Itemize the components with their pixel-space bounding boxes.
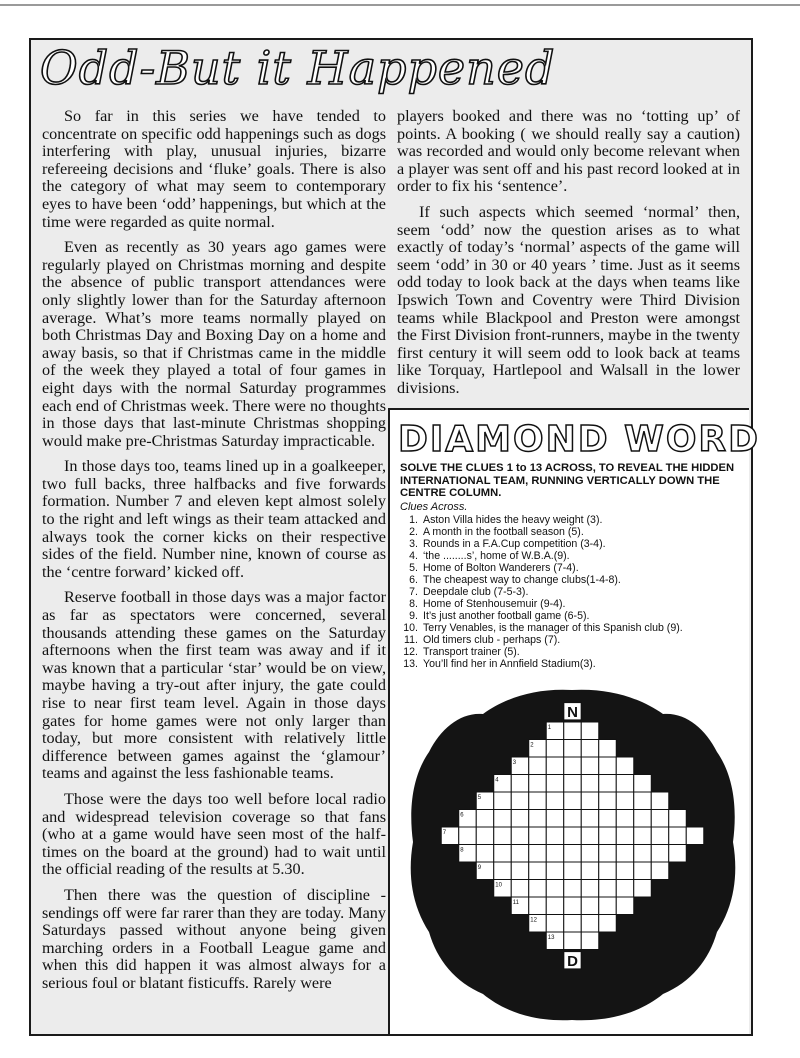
clue-item (400, 598, 740, 610)
clue-item (400, 526, 740, 538)
grid-cell[interactable] (546, 845, 564, 863)
puzzle-instructions: SOLVE THE CLUES 1 to 13 ACROSS, TO REVEAL THE HIDDEN INTERNATIONAL TEAM, RUNNING VERTICALLY DOWN THE CENTRE COLUMN. (400, 462, 735, 500)
grid-cell[interactable] (581, 827, 599, 845)
grid-cell[interactable] (511, 792, 529, 810)
grid-cell[interactable] (599, 827, 617, 845)
grid-cell[interactable] (651, 792, 669, 810)
grid-cell[interactable] (634, 845, 652, 863)
grid-cell[interactable] (546, 827, 564, 845)
clue-number: 10. (403, 622, 418, 634)
grid-row-number: 4 (495, 777, 499, 784)
clue-number: 3. (409, 538, 418, 550)
grid-cell[interactable] (616, 880, 634, 898)
grid-cell[interactable] (511, 880, 529, 898)
grid-cell[interactable] (546, 740, 564, 758)
grid-cell[interactable] (581, 880, 599, 898)
grid-cell[interactable] (669, 810, 687, 828)
grid-cell[interactable] (616, 845, 634, 863)
clue-item (400, 610, 740, 622)
grid-cell[interactable] (511, 775, 529, 793)
grid-cell[interactable] (634, 775, 652, 793)
clue-number: 1. (409, 514, 418, 526)
clue-item (400, 562, 740, 574)
grid-cell[interactable] (616, 792, 634, 810)
clue-text: You’ll find her in Annfield Stadium(3). (423, 658, 596, 670)
grid-cell[interactable] (529, 775, 547, 793)
grid-cell[interactable] (651, 845, 669, 863)
article-paragraph: players booked and there was no ‘totting up’ of points. A booking ( we should really say a caution) was recorded and would only become relevant when a player was sent off and his past record looked at in order to fix his ‘sentence’. (397, 107, 740, 196)
grid-cell[interactable] (511, 845, 529, 863)
grid-cell[interactable] (616, 757, 634, 775)
grid-cell[interactable] (564, 897, 582, 915)
page-top-rule (0, 4, 800, 6)
grid-cell[interactable] (581, 915, 599, 933)
grid-cell[interactable] (651, 862, 669, 880)
grid-row-number: 7 (442, 830, 447, 836)
grid-cell[interactable] (651, 810, 669, 828)
grid-cell[interactable] (599, 810, 617, 828)
grid-cell[interactable] (546, 757, 564, 775)
grid-cell[interactable] (599, 845, 617, 863)
grid-cell[interactable] (616, 775, 634, 793)
grid-row-number: 3 (512, 760, 517, 766)
grid-cell[interactable] (529, 845, 547, 863)
article-paragraph: If such aspects which seemed ‘normal’ then, seem ‘odd’ now the question arises as to what exactly of today’s ‘normal’ aspects of the game will seem ‘odd’ in 30 or 40 years ’ time. Just as it seems odd today to look back at the days when teams like Ipswich Town and Coventry were Third Division teams while Blackpool and Preston were amongst the First Division front-runners, maybe in the twenty first century it will seem odd to look back at teams like Torquay, Hartlepool and Walsall in the lower divisions. (397, 202, 740, 397)
clue-number: 2. (409, 526, 418, 538)
grid-cell[interactable] (476, 827, 494, 845)
grid-cell[interactable] (529, 792, 547, 810)
grid-cell[interactable] (546, 915, 564, 933)
article-paragraph: Then there was the question of discipline - sendings off were far rarer than they are today. Many Saturdays passed without anyone being given marching orders in a Football League game and when this did happen it was almost always for a serious foul or blatant fisticuffs. Rarely were (42, 885, 386, 992)
clue-item (400, 538, 740, 550)
clue-item (400, 634, 740, 646)
grid-cell[interactable] (529, 880, 547, 898)
clue-number: 11. (404, 634, 418, 646)
article-right-column (397, 108, 740, 431)
clue-text: It’s just another football game (6-5). (423, 610, 590, 622)
grid-cell[interactable] (616, 810, 634, 828)
clue-number: 5. (409, 562, 418, 574)
grid-cell[interactable] (581, 792, 599, 810)
grid-row-number: 6 (460, 812, 464, 819)
article-left-column (42, 108, 386, 1001)
grid-cell[interactable] (581, 775, 599, 793)
grid-cell[interactable] (476, 845, 494, 863)
article-title: Odd-But it Happened (40, 41, 556, 95)
grid-cell[interactable] (669, 827, 687, 845)
grid-row-number: 1 (547, 725, 552, 731)
clue-text: Rounds in a F.A.Cup competition (3-4). (423, 538, 606, 550)
grid-cell[interactable] (546, 880, 564, 898)
grid-cell[interactable] (494, 827, 512, 845)
grid-cell[interactable] (494, 792, 512, 810)
clue-text: Home of Stenhousemuir (9-4). (423, 598, 566, 610)
grid-cell[interactable] (476, 810, 494, 828)
grid-row-number: 2 (530, 742, 534, 749)
clue-number: 4. (409, 550, 418, 562)
clue-text: Deepdale club (7-5-3). (423, 586, 529, 598)
clue-number: 9. (409, 610, 418, 622)
grid-cell[interactable] (459, 827, 477, 845)
grid-cell[interactable] (616, 862, 634, 880)
grid-cell[interactable] (564, 862, 582, 880)
clue-text: Aston Villa hides the heavy weight (3). (423, 514, 603, 526)
grid-cell[interactable] (511, 827, 529, 845)
grid-cell[interactable] (546, 862, 564, 880)
grid-cell[interactable] (564, 775, 582, 793)
grid-cell[interactable] (529, 862, 547, 880)
grid-cell[interactable] (581, 757, 599, 775)
grid-cell[interactable] (581, 810, 599, 828)
grid-cell[interactable] (564, 827, 582, 845)
clue-item (400, 514, 740, 526)
grid-cell[interactable] (616, 827, 634, 845)
grid-cell[interactable] (634, 880, 652, 898)
clue-text: ‘the ........s’, home of W.B.A.(9). (423, 550, 570, 562)
clue-text: A month in the football season (5). (423, 526, 584, 538)
grid-cell[interactable] (564, 915, 582, 933)
grid-row-number: 5 (477, 795, 482, 801)
clue-number: 8. (409, 598, 418, 610)
grid-cell[interactable] (564, 810, 582, 828)
grid-cell[interactable] (511, 862, 529, 880)
grid-cell[interactable] (599, 757, 617, 775)
grid-cell[interactable] (616, 897, 634, 915)
grid-cell[interactable] (564, 845, 582, 863)
grid-cell[interactable] (494, 862, 512, 880)
clue-item (400, 658, 740, 670)
grid-cell[interactable] (529, 757, 547, 775)
grid-cell[interactable] (581, 932, 599, 950)
clue-item (400, 646, 740, 658)
clue-item (400, 550, 740, 562)
grid-cell[interactable] (494, 810, 512, 828)
article-paragraph: Even as recently as 30 years ago games were regularly played on Christmas morning and despite the absence of public transport attendances were only slightly lower than for the Saturday afternoon average. What’s more teams normally played on both Christmas Day and Boxing Day on a home and away basis, so that if Christmas came in the middle of the week they played a total of four games in eight days with the normal Saturday programmes each end of Christmas week. There were no thoughts in those days that last-minute Christmas shopping would make pre-Christmas Saturday impracticable. (42, 238, 386, 450)
grid-cell[interactable] (634, 810, 652, 828)
grid-cell[interactable] (564, 757, 582, 775)
puzzle-title: DIAMOND WORD (398, 419, 761, 460)
grid-cell[interactable] (599, 775, 617, 793)
article-paragraph: In those days too, teams lined up in a goalkeeper, two full backs, three halfbacks and five forwards formation. Number 7 and eleven kept almost solely to the right and left wings as their team attacked and always took the corner kicks on their respective sides of the field. Number nine, known of course as the ‘centre forward’ kicked off. (42, 457, 386, 581)
grid-cell[interactable] (581, 722, 599, 740)
diamond-grid-football (405, 682, 740, 1027)
grid-cell[interactable] (669, 845, 687, 863)
grid-cell[interactable] (511, 810, 529, 828)
grid-cell[interactable] (529, 810, 547, 828)
article-paragraph: Those were the days too well before local radio and widespread television coverage so that fans (who at a game would have seen most of the half-times on the board at the ground) had to wait until the official reading of the results at 5.30. (42, 789, 386, 879)
grid-cell[interactable] (546, 810, 564, 828)
clue-item (400, 622, 740, 634)
grid-cell[interactable] (546, 897, 564, 915)
clue-number: 7. (409, 586, 418, 598)
grid-cell[interactable] (599, 915, 617, 933)
grid-row-number: 9 (477, 865, 482, 871)
grid-cell[interactable] (564, 880, 582, 898)
grid-cell[interactable] (686, 827, 704, 845)
grid-cell[interactable] (564, 932, 582, 950)
grid-cell[interactable] (564, 722, 582, 740)
clue-text: Transport trainer (5). (423, 646, 520, 658)
clue-number: 13. (403, 658, 418, 670)
article-paragraph: So far in this series we have tended to concentrate on specific odd happenings such as dogs interfering with play, unusual injuries, bizarre refereeing decisions and ‘fluke’ goals. There is also the category of what may seem to contemporary eyes to have been ‘odd’ happenings, but which at the time were regarded as quite normal. (42, 107, 386, 231)
grid-cell[interactable] (581, 897, 599, 915)
grid-cell[interactable] (529, 897, 547, 915)
grid-cell[interactable] (581, 740, 599, 758)
grid-cell[interactable] (564, 792, 582, 810)
clue-number: 6. (409, 574, 418, 586)
grid-cell[interactable] (599, 740, 617, 758)
grid-row-number: 13 (547, 935, 555, 941)
clue-text: Old timers club - perhaps (7). (423, 634, 561, 646)
grid-cell[interactable] (599, 792, 617, 810)
grid-cell[interactable] (634, 862, 652, 880)
grid-cell[interactable] (634, 792, 652, 810)
clue-text: Home of Bolton Wanderers (7-4). (423, 562, 579, 574)
grid-cell[interactable] (546, 792, 564, 810)
grid-cell[interactable] (599, 862, 617, 880)
grid-row-number: 11 (512, 900, 519, 906)
grid-cell[interactable] (599, 880, 617, 898)
clue-item (400, 574, 740, 586)
grid-bottom-letter: D (567, 953, 578, 970)
grid-cell[interactable] (494, 845, 512, 863)
grid-cell[interactable] (651, 827, 669, 845)
clue-number: 12. (403, 646, 418, 658)
article-paragraph: Reserve football in those days was a major factor as far as spectators were concerned, several thousands attending these games on the Saturday afternoons when the first team was away and if it was known that a particular ‘star’ would be on view, maybe having a try-out after injury, the gate could rise to near first team level. Again in those days gates for home games were not only larger than today, but more consistent with relatively little difference between games against the ‘glamour’ teams and against the less fashionable teams. (42, 588, 386, 783)
clues-heading: Clues Across. (400, 501, 468, 513)
grid-top-letter: N (567, 704, 578, 721)
grid-cell[interactable] (564, 740, 582, 758)
clue-list (400, 514, 740, 670)
grid-cell[interactable] (599, 897, 617, 915)
grid-row-number: 10 (495, 882, 502, 889)
grid-cell[interactable] (546, 775, 564, 793)
grid-cell[interactable] (581, 845, 599, 863)
clue-text: The cheapest way to change clubs(1-4-8). (423, 574, 621, 586)
clue-text: Terry Venables, is the manager of this Spanish club (9). (423, 622, 683, 634)
grid-cell[interactable] (634, 827, 652, 845)
grid-row-number: 12 (530, 917, 537, 924)
clue-item (400, 586, 740, 598)
grid-row-number: 8 (460, 847, 464, 854)
grid-cell[interactable] (581, 862, 599, 880)
grid-cell[interactable] (529, 827, 547, 845)
